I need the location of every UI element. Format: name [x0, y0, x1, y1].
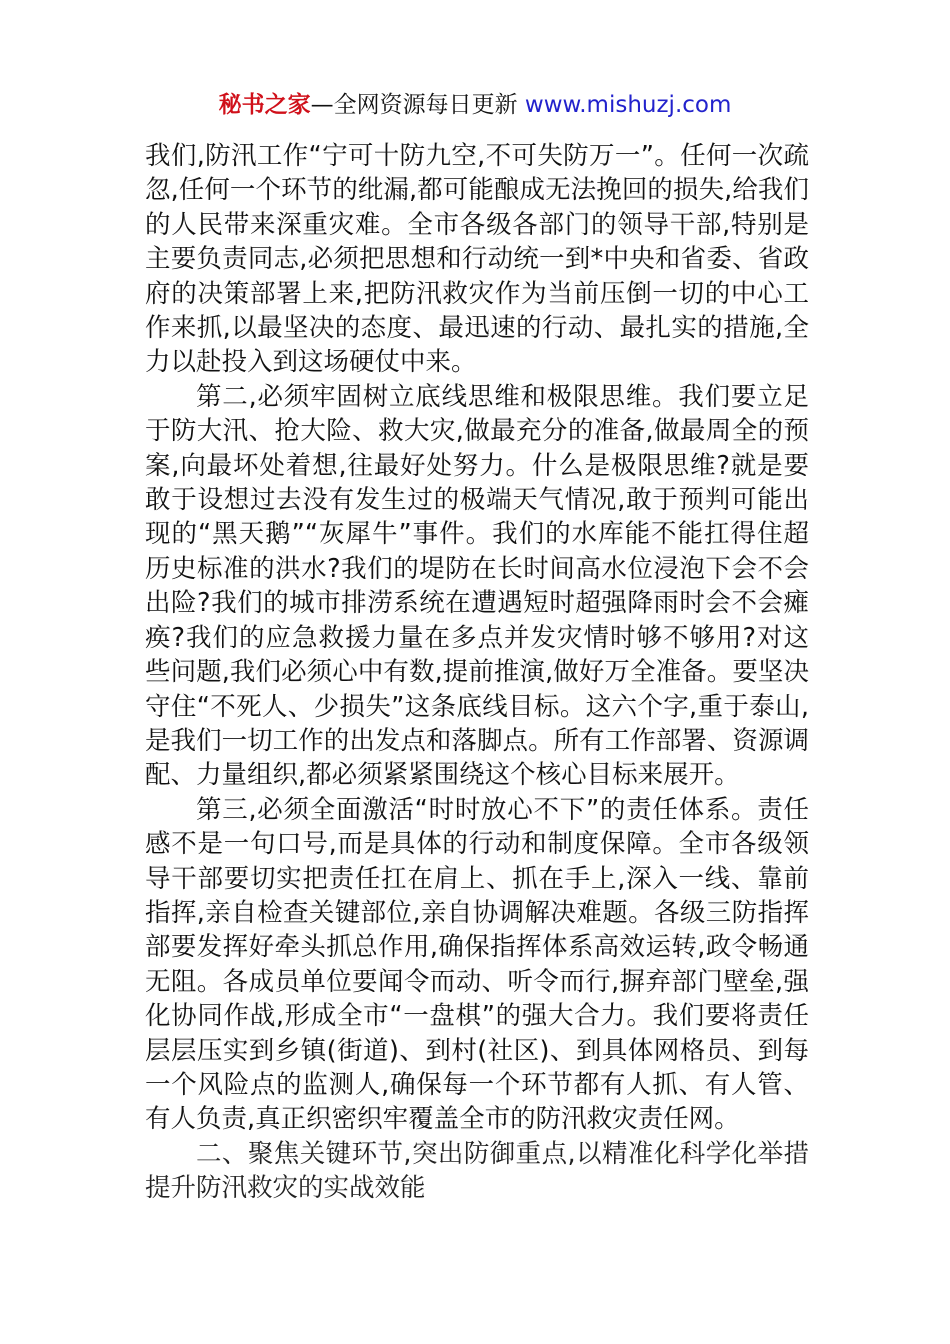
paragraph-third-point: 第三,必须全面激活“时时放心不下”的责任体系。责任感不是一句口号,而是具体的行动和制度保障。全市各级领导干部要切实把责任扛在肩上、抓在手上,深入一线、靠前指挥,亲自检查关键部位,亲自协调解决难题。各级三防指挥部要发挥好牵头抓总作用,确保指挥体系高效运转,政令畅通无阻。各成员单位要闻令而动、听令而行,摒弃部门壁垒,强化协同作战,形成全市“一盘棋”的强大合力。我们要将责任层层压实到乡镇(街道)、到村(社区)、到具体网格员、到每一个风险点的监测人,确保每一个环节都有人抓、有人管、有人负责,真正织密织牢覆盖全市的防汛救灾责任网。 — [145, 794, 809, 1135]
document-body — [145, 139, 809, 1206]
paragraph-second-point: 第二,必须牢固树立底线思维和极限思维。我们要立足于防大汛、抢大险、救大灾,做最充分的准备,做最周全的预案,向最坏处着想,往最好处努力。什么是极限思维?就是要敢于设想过去没有发生过的极端天气情况,敢于预判可能出现的“黑天鹅”“灰犀牛”事件。我们的水库能不能扛得住超历史标准的洪水?我们的堤防在长时间高水位浸泡下会不会出险?我们的城市排涝系统在遭遇短时超强降雨时会不会瘫痪?我们的应急救援力量在多点并发灾情时够不够用?对这些问题,我们必须心中有数,提前推演,做好万全准备。要坚决守住“不死人、少损失”这条底线目标。这六个字,重于泰山,是我们一切工作的出发点和落脚点。所有工作部署、资源调配、力量组织,都必须紧紧围绕这个核心目标来展开。 — [145, 381, 809, 791]
site-brand: 秘书之家 — [218, 92, 311, 118]
site-tagline: —全网资源每日更新 — [310, 92, 518, 118]
section-heading: 二、聚焦关键环节,突出防御重点,以精准化科学化举措提升防汛救灾的实战效能 — [145, 1138, 809, 1204]
site-header — [0, 90, 950, 120]
site-url-link[interactable]: www.mishuzj.com — [524, 92, 732, 118]
paragraph-continuation: 我们,防汛工作“宁可十防九空,不可失防万一”。任何一次疏忽,任何一个环节的纰漏,都可能酿成无法挽回的损失,给我们的人民带来深重灾难。全市各级各部门的领导干部,特别是主要负责同志,必须把思想和行动统一到*中央和省委、省政府的决策部署上来,把防汛救灾作为当前压倒一切的中心工作来抓,以最坚决的态度、最迅速的行动、最扎实的措施,全力以赴投入到这场硬仗中来。 — [145, 141, 809, 378]
